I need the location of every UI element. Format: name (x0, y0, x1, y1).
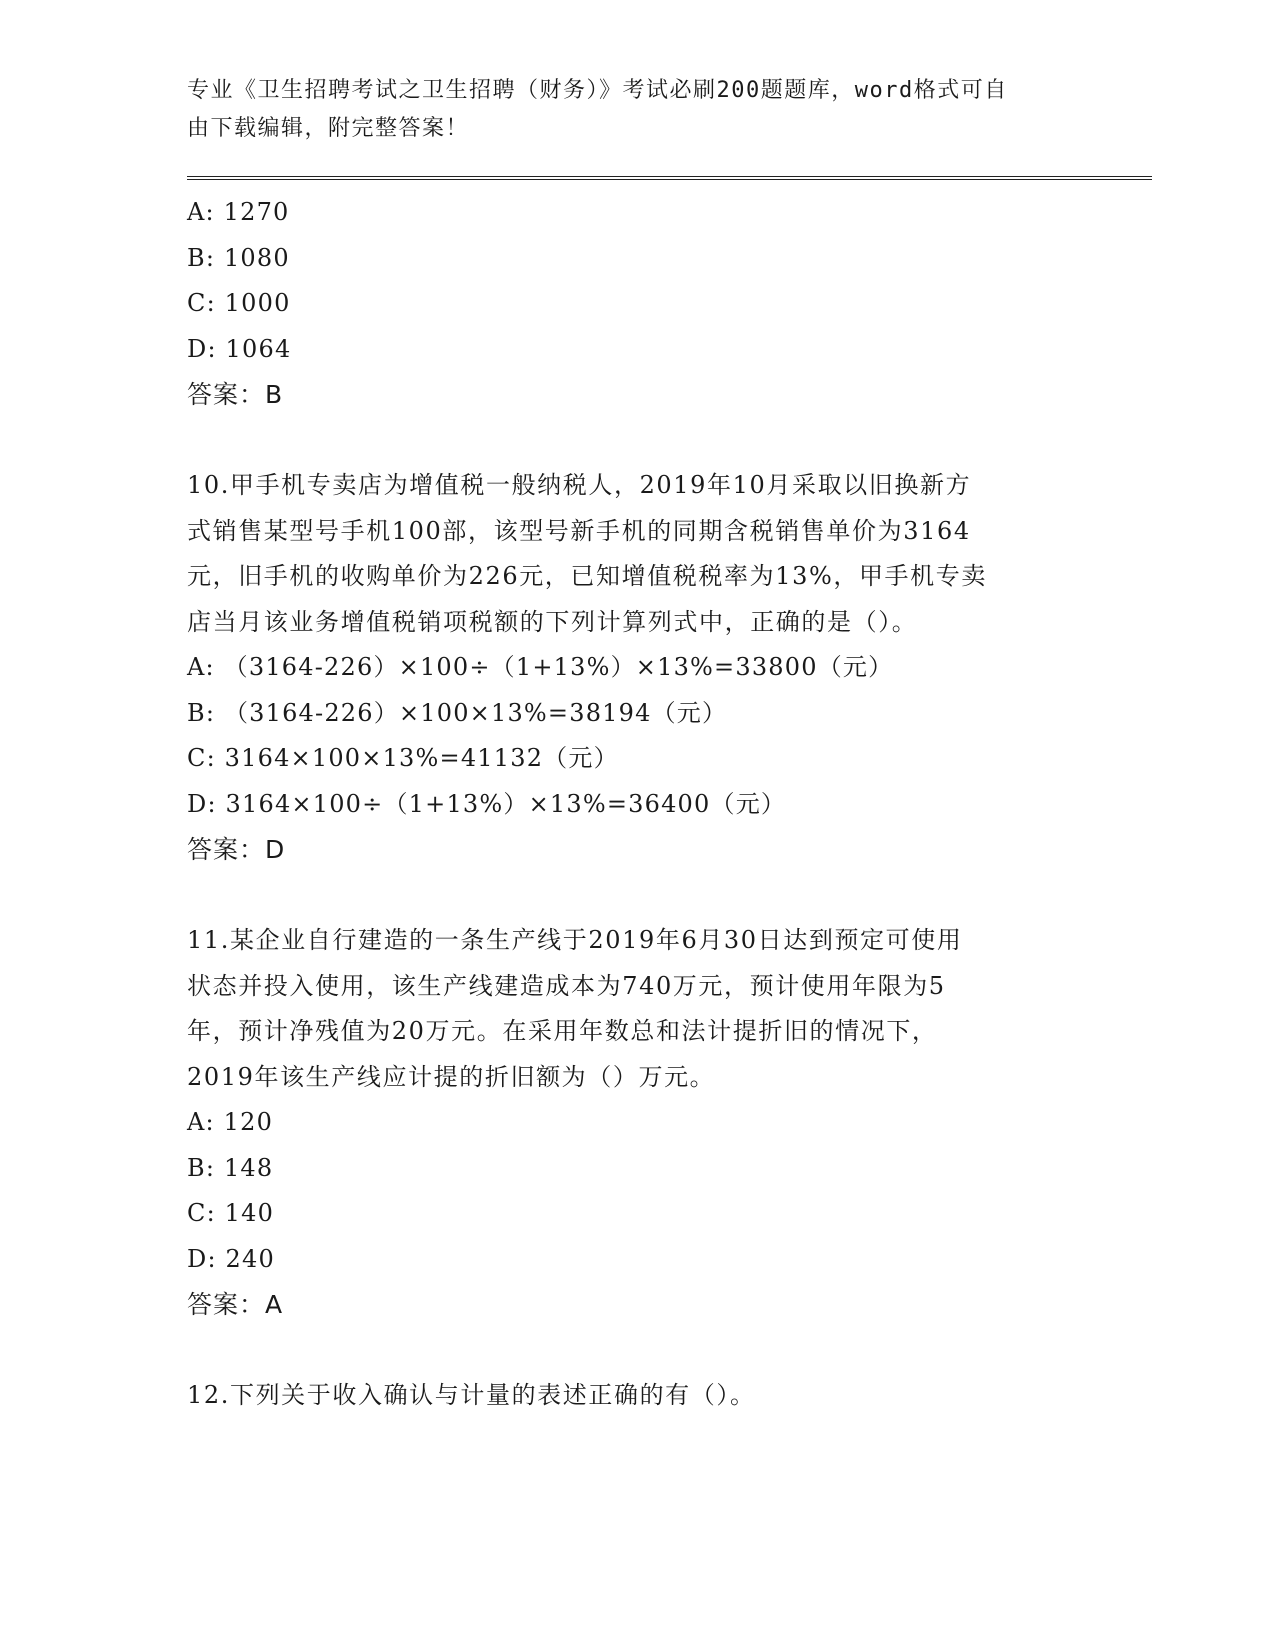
option-a: A: （3164-226）×100÷（1+13%）×13%=33800（元） (187, 653, 894, 681)
question-10 (187, 463, 1142, 873)
option-d: D: 240 (187, 1244, 275, 1273)
question-stem-line: 式销售某型号手机100部，该型号新手机的同期含税销售单价为3164 (187, 516, 971, 545)
option-b: B: （3164-226）×100×13%=38194（元） (187, 698, 728, 727)
question-stem-line: 年，预计净残值为20万元。在采用年数总和法计提折旧的情况下， (187, 1017, 938, 1045)
spacer (187, 418, 1142, 464)
question-stem-line: 10.甲手机专卖店为增值税一般纳税人，2019年10月采取以旧换新方 (187, 471, 972, 499)
answer-line: 答案：A (187, 1290, 284, 1319)
option-c: C: 140 (187, 1199, 275, 1227)
option-b: B: 148 (187, 1153, 274, 1182)
spacer (187, 1328, 1142, 1374)
question-stem-line: 11.某企业自行建造的一条生产线于2019年6月30日达到预定可使用 (187, 926, 963, 954)
option-a: A: 120 (187, 1108, 274, 1136)
option-b: B: 1080 (187, 243, 290, 272)
option-d: D: 1064 (187, 334, 292, 363)
answer-line: 答案：B (187, 380, 284, 409)
spacer (187, 873, 1142, 919)
option-c: C: 1000 (187, 289, 291, 317)
question-stem-line: 12.下列关于收入确认与计量的表述正确的有（）。 (187, 1381, 756, 1409)
question-12 (187, 1373, 1142, 1419)
document-page (187, 72, 1142, 1419)
question-stem-line: 店当月该业务增值税销项税额的下列计算列式中，正确的是（）。 (187, 607, 918, 636)
question-stem-line: 状态并投入使用，该生产线建造成本为740万元，预计使用年限为5 (187, 971, 946, 1000)
document-header (187, 72, 1067, 148)
option-c: C: 3164×100×13%=41132（元） (187, 744, 619, 772)
question-stem-line: 2019年该生产线应计提的折旧额为（）万元。 (187, 1062, 716, 1091)
question-11 (187, 918, 1142, 1328)
header-line-1: 专业《卫生招聘考试之卫生招聘（财务）》考试必刷200题题库，word格式可自 (187, 78, 1008, 103)
answer-line: 答案：D (187, 835, 286, 864)
header-line-2: 由下载编辑，附完整答案！ (187, 116, 470, 141)
question-9 (187, 190, 1142, 418)
option-d: D: 3164×100÷（1+13%）×13%=36400（元） (187, 789, 787, 818)
question-stem-line: 元，旧手机的收购单价为226元，已知增值税税率为13%，甲手机专卖 (187, 562, 987, 590)
option-a: A: 1270 (187, 198, 290, 226)
header-divider (187, 176, 1152, 180)
